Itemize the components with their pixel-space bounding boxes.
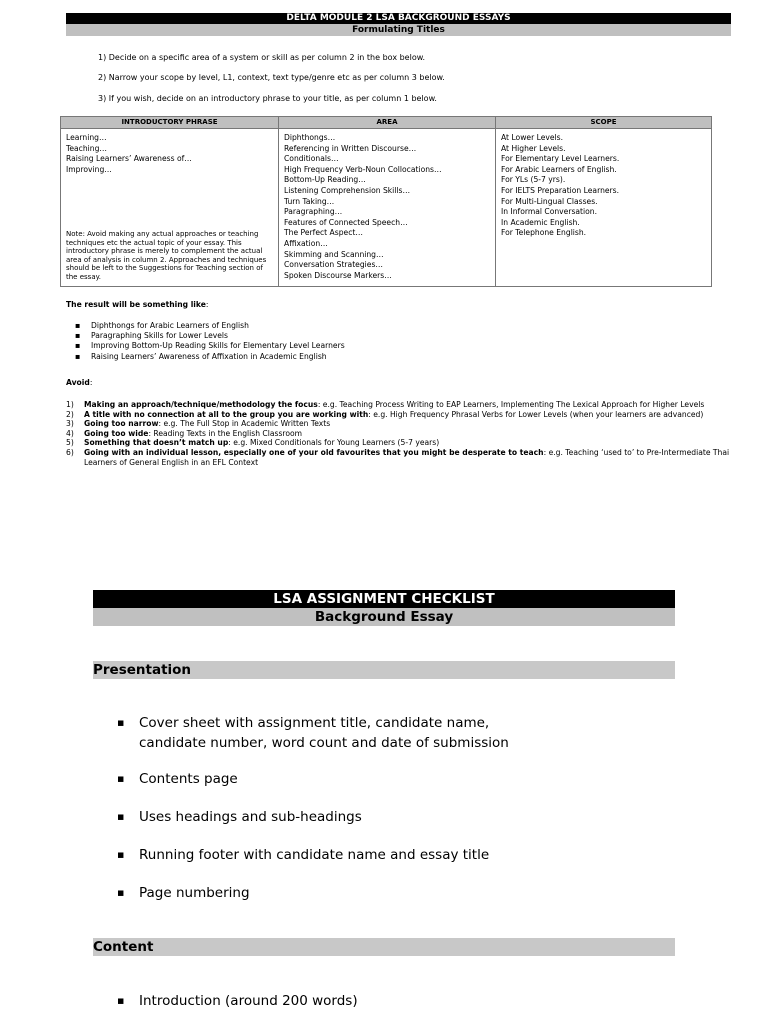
avoid-item-bold: A title with no connection at all to the group you are working with	[84, 409, 369, 419]
checklist-item	[117, 883, 637, 903]
checklist-item-text: Uses headings and sub-headings	[139, 809, 362, 825]
content-heading: Content	[93, 938, 675, 956]
header-introductory-phrase: INTRODUCTORY PHRASE	[61, 117, 278, 129]
presentation-heading: Presentation	[93, 661, 675, 679]
checklist-subtitle: Background Essay	[93, 608, 675, 626]
avoid-item-text: : e.g. Teaching ‘used to’ to Pre-Intermediate Thai Learners of General English in an EFL Context	[84, 447, 730, 467]
step-2: 2) Narrow your scope by level, L1, context, text type/genre etc as per column 3 below.	[98, 73, 445, 82]
list-item: Improving…	[66, 164, 112, 174]
list-item: Teaching…	[66, 143, 107, 153]
list-item: At Lower Levels.	[501, 133, 564, 142]
bullet-icon: ▪	[117, 810, 125, 823]
list-item: Features of Connected Speech…	[284, 217, 408, 227]
list-item: Bottom-Up Reading…	[284, 175, 366, 185]
area-list	[279, 128, 495, 281]
avoid-item-bold: Something that doesn’t match up	[84, 438, 229, 448]
avoid-item	[66, 410, 736, 420]
avoid-item-text: : e.g. Teaching Process Writing to EAP Learners, Implementing The Lexical Approach for Higher Levels	[317, 400, 705, 409]
titles-table	[60, 116, 712, 287]
avoid-item-text: : Reading Texts in the English Classroom	[148, 428, 303, 438]
result-heading	[66, 300, 208, 310]
result-colon: :	[205, 300, 209, 309]
list-item: Affixation…	[284, 238, 328, 248]
document-subtitle: Formulating Titles	[66, 24, 731, 36]
checklist-item	[117, 713, 637, 753]
item-number: 6)	[66, 447, 74, 457]
list-item: Referencing in Written Discourse…	[284, 143, 417, 153]
avoid-item-text: : e.g. High Frequency Phrasal Verbs for Lower Levels (when your learners are advanced)	[368, 409, 704, 419]
avoid-item-bold: Making an approach/technique/methodology the focus	[84, 400, 318, 409]
list-item: Listening Comprehension Skills…	[284, 185, 411, 195]
checklist-item	[117, 845, 637, 865]
list-item: Conditionals…	[284, 154, 339, 164]
list-item: For Multi-Lingual Classes.	[501, 196, 598, 206]
list-item: Conversation Strategies…	[284, 260, 383, 270]
avoid-item-text: : e.g. The Full Stop in Academic Written Texts	[158, 419, 331, 429]
checklist-item-text: Page numbering	[139, 885, 250, 901]
list-item: For IELTS Preparation Learners.	[501, 185, 620, 195]
checklist-item	[117, 807, 637, 827]
avoid-item	[66, 419, 736, 429]
bullet-icon: ▪	[117, 994, 125, 1007]
avoid-item	[66, 400, 736, 410]
avoid-item-bold: Going too wide	[84, 428, 149, 438]
checklist-item-text: Running footer with candidate name and essay title	[139, 847, 490, 863]
area-cell	[279, 128, 495, 286]
introductory-phrase-cell	[61, 128, 278, 286]
checklist-item	[117, 991, 637, 1011]
avoid-item	[66, 438, 736, 448]
list-item: ▪ Improving Bottom-Up Reading Skills for Elementary Level Learners	[66, 341, 345, 351]
list-item: For Elementary Level Learners.	[501, 154, 620, 164]
avoid-list	[66, 400, 736, 467]
item-number: 5)	[66, 438, 74, 448]
list-item: The Perfect Aspect…	[284, 228, 363, 238]
list-item: For Arabic Learners of English.	[501, 164, 617, 174]
list-item: Paragraphing…	[284, 207, 343, 217]
list-item: Turn Taking…	[284, 196, 335, 206]
list-item: Spoken Discourse Markers…	[284, 270, 392, 280]
item-number: 3)	[66, 419, 74, 429]
document-title: DELTA MODULE 2 LSA BACKGROUND ESSAYS	[66, 13, 731, 24]
list-item: ▪ Raising Learners’ Awareness of Affixation in Academic English	[66, 352, 345, 362]
list-item: At Higher Levels.	[501, 143, 566, 153]
avoid-item-bold: Going with an individual lesson, especially one of your old favourites that you might be desperate to teach	[84, 447, 544, 457]
checklist-item-text: Contents page	[139, 771, 238, 787]
intro-note: Note: Avoid making any actual approaches or teaching techniques etc the actual topic of your essay. This introductory phrase is merely to complement the actual area of analysis in column 2. Approaches and techniques should be left to the Suggestions for Teaching section of the essay.	[66, 230, 267, 281]
header-scope: SCOPE	[496, 117, 711, 129]
list-item: Skimming and Scanning…	[284, 249, 384, 259]
list-item: ▪ Diphthongs for Arabic Learners of English	[66, 321, 345, 331]
list-item: ▪ Paragraphing Skills for Lower Levels	[66, 331, 345, 341]
list-item: Learning…	[66, 133, 107, 142]
list-item: High Frequency Verb-Noun Collocations…	[284, 164, 442, 174]
result-label: The result will be something like	[66, 300, 206, 309]
result-list	[66, 321, 345, 362]
scope-cell	[496, 128, 711, 286]
avoid-item-text: : e.g. Mixed Conditionals for Young Learners (5-7 years)	[228, 438, 440, 448]
checklist-item-text: Cover sheet with assignment title, candidate name, candidate number, word count and date of submission	[139, 715, 509, 751]
avoid-label: Avoid	[66, 378, 90, 387]
intro-list	[61, 128, 278, 175]
bullet-icon: ▪	[117, 716, 125, 729]
checklist-item-text: Introduction (around 200 words)	[139, 993, 358, 1009]
checklist-item	[117, 769, 637, 789]
item-number: 4)	[66, 428, 74, 438]
avoid-item	[66, 429, 736, 439]
list-item: For Telephone English.	[501, 228, 587, 238]
bullet-icon: ▪	[117, 848, 125, 861]
list-item: In Academic English.	[501, 217, 580, 227]
header-area: AREA	[279, 117, 495, 129]
step-1: 1) Decide on a specific area of a system or skill as per column 2 in the box below.	[98, 53, 426, 62]
scope-list	[496, 128, 711, 239]
avoid-item	[66, 448, 736, 467]
item-number: 2)	[66, 409, 74, 419]
avoid-item-bold: Going too narrow	[84, 419, 159, 429]
list-item: In Informal Conversation.	[501, 207, 598, 217]
list-item: For YLs (5-7 yrs).	[501, 175, 566, 185]
list-item: Raising Learners’ Awareness of…	[66, 154, 192, 164]
item-number: 1)	[66, 400, 74, 409]
bullet-icon: ▪	[117, 886, 125, 899]
bullet-icon: ▪	[117, 772, 125, 785]
step-3: 3) If you wish, decide on an introductory phrase to your title, as per column 1 below.	[98, 94, 437, 103]
list-item: Diphthongs…	[284, 133, 336, 142]
avoid-colon: :	[89, 378, 93, 387]
checklist-title: LSA ASSIGNMENT CHECKLIST	[93, 590, 675, 608]
avoid-heading	[66, 378, 92, 388]
